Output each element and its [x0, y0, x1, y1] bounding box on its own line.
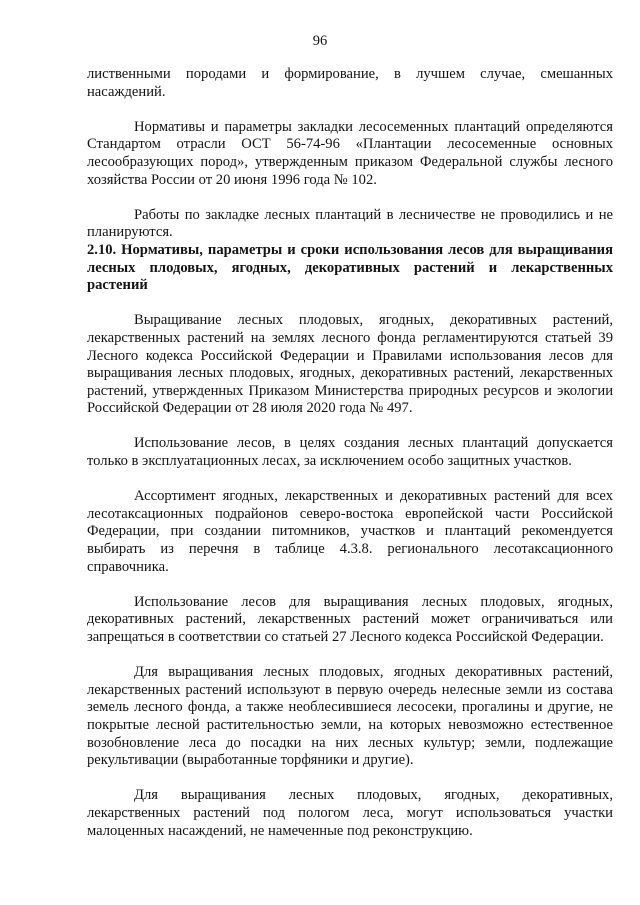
paragraph: Использование лесов, в целях создания лесных плантаций допускается только в эксплуатационных лесах, за исключением особо защитных участков.	[87, 435, 613, 470]
paragraph: Ассортимент ягодных, лекарственных и декоративных растений для всех лесотаксационных подрайонов северо-востока европейской части Российской Федерации, при создании питомников, участков и плантаций рекомендуется выбирать из перечня в таблице 4.3.8. регионального лесотаксационного справочника.	[87, 488, 613, 575]
paragraph: Нормативы и параметры закладки лесосеменных плантаций определяются Стандартом отрасли ОСТ 56-74-96 «Плантации лесосеменные основных лесообразующих пород», утвержденным приказом Федеральной службы лесного хозяйства России от 20 июня 1996 года № 102.	[87, 118, 613, 188]
paragraph: Выращивание лесных плодовых, ягодных, декоративных растений, лекарственных растений на землях лесного фонда регламентируются статьей 39 Лесного кодекса Российской Федерации и Правилами использования лесов для выращивания лесных плодовых, ягодных, декоративных растений, лекарственных растений, утвержденных Приказом Министерства природных ресурсов и экологии Российской Федерации от 28 июля 2020 года № 497.	[87, 312, 613, 417]
paragraph: Использование лесов для выращивания лесных плодовых, ягодных, декоративных растений, лекарственных растений может ограничиваться или запрещаться в соответствии со статьей 27 Лесного кодекса Российской Федерации.	[87, 593, 613, 645]
page-body	[87, 66, 613, 840]
page-number: 96	[312, 33, 328, 49]
paragraph: Работы по закладке лесных плантаций в лесничестве не проводились и не планируются.	[87, 206, 613, 241]
paragraph: Для выращивания лесных плодовых, ягодных, декоративных, лекарственных растений под пологом леса, могут использоваться участки малоценных насаждений, не намеченные под реконструкцию.	[87, 787, 613, 839]
section-heading: 2.10. Нормативы, параметры и сроки использования лесов для выращивания лесных плодовых, ягодных, декоративных растений и лекарственных растений	[87, 241, 613, 294]
paragraph-continuation: лиственными породами и формирование, в лучшем случае, смешанных насаждений.	[87, 66, 613, 100]
paragraph: Для выращивания лесных плодовых, ягодных декоративных растений, лекарственных растений используют в первую очередь нелесные земли из состава земель лесного фонда, а также необлесившиеся лесосеки, прогалины и другие, не покрытые лесной растительностью земли, на которых невозможно естественное возобновление леса до посадки на них лесных культур; земли, подлежащие рекультивации (выработанные торфяники и другие).	[87, 664, 613, 769]
